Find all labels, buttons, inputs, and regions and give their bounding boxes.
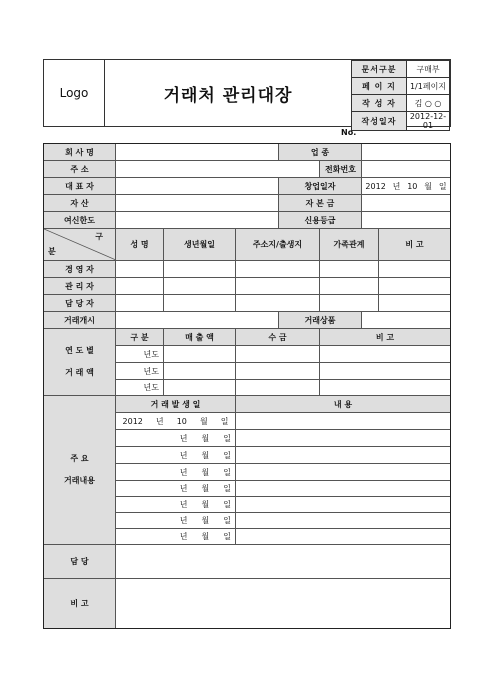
meta-label: 작성일자 [352,112,407,131]
address-field[interactable] [116,161,320,178]
document-number-label: No. [341,128,357,137]
yearly-cell[interactable] [164,380,236,396]
company-name-field[interactable] [116,144,279,161]
people-cell[interactable] [164,261,236,278]
main-date-cell[interactable] [116,464,236,481]
capital-field[interactable] [362,195,450,212]
meta-value[interactable]: 1/1페이지 [407,78,450,95]
yearly-cell[interactable] [164,346,236,363]
people-cell[interactable] [320,261,379,278]
yearly-year-cell[interactable]: 년도 [116,380,164,396]
people-row-manager: 관 리 자 [44,278,116,295]
meta-label: 문서구분 [352,61,407,78]
month-unit: 월 [201,467,210,477]
people-cell[interactable] [236,261,320,278]
yearly-cell[interactable] [236,380,320,396]
yearly-cell[interactable] [320,363,450,380]
credit-limit-field[interactable] [116,212,279,229]
document-meta [351,60,450,130]
date-year: 2012 [122,416,143,426]
people-col-family: 가족관계 [320,229,379,261]
people-cell[interactable] [320,295,379,312]
month-unit: 월 [201,433,210,443]
people-cell[interactable] [379,295,450,312]
year-unit: 년 [179,450,188,460]
month-unit: 월 [201,516,210,525]
people-col-birth: 생년월일 [164,229,236,261]
manager-label: 담 당 [44,545,116,579]
industry-field[interactable] [362,144,450,161]
main-content-cell[interactable] [236,413,450,430]
yearly-cell[interactable] [320,380,450,396]
main-date-cell[interactable] [116,413,236,430]
ceo-label: 대 표 자 [44,178,116,195]
main-date-cell[interactable] [116,481,236,497]
credit-grade-label: 신용등급 [279,212,362,229]
month-unit: 월 [201,500,210,509]
meta-value[interactable]: 구매부 [407,61,450,78]
people-cell[interactable] [164,278,236,295]
capital-label: 자 본 금 [279,195,362,212]
main-section-label [44,396,116,545]
yearly-label-line2: 거 래 액 [65,368,94,377]
day-unit: 일 [223,433,231,443]
year-unit: 년 [179,484,188,493]
remarks-field[interactable] [116,579,450,628]
date-month: 10 [176,416,187,426]
day-unit: 일 [223,484,231,493]
trade-start-label: 거래개시 [44,312,116,329]
trade-start-field[interactable] [116,312,279,329]
yearly-cell[interactable] [236,363,320,380]
manager-field[interactable] [116,545,450,579]
main-date-cell[interactable] [116,513,236,529]
people-cell[interactable] [236,278,320,295]
main-date-cell[interactable] [116,529,236,545]
page-title: 거래처 관리대장 [163,85,293,106]
address-label: 주 소 [44,161,116,178]
phone-field[interactable] [362,161,450,178]
founded-date-field[interactable] [362,178,450,195]
month-unit: 월 [201,450,210,460]
credit-grade-field[interactable] [362,212,450,229]
yearly-year-cell[interactable]: 년도 [116,346,164,363]
logo: Logo [44,60,105,126]
yearly-section-label [44,329,116,396]
yearly-cell[interactable] [320,346,450,363]
people-cell[interactable] [379,261,450,278]
month-unit: 월 [424,181,432,191]
meta-label: 작 성 자 [352,95,407,112]
meta-value[interactable]: 2012-12-01 [407,112,450,131]
main-content-cell[interactable] [236,447,450,464]
document-header [43,59,451,130]
main-content-cell[interactable] [236,497,450,513]
day-unit: 일 [223,532,231,541]
month-unit: 월 [201,532,210,541]
yearly-col-division: 구 분 [116,329,164,346]
founded-label: 창업일자 [279,178,362,195]
year-unit: 년 [179,516,188,525]
main-col-content: 내 용 [236,396,450,413]
month-unit: 월 [201,484,210,493]
corner-bottom-label: 분 [48,247,56,256]
main-date-cell[interactable] [116,447,236,464]
company-name-label: 회 사 명 [44,144,116,161]
main-label-line2: 거래내용 [64,476,95,485]
meta-label: 페 이 지 [352,78,407,95]
main-content-cell[interactable] [236,481,450,497]
day-unit: 일 [220,416,229,426]
ceo-field[interactable] [116,178,279,195]
month-unit: 월 [199,416,208,426]
people-col-address: 주소지/출생지 [236,229,320,261]
people-row-ceo: 경 영 자 [44,261,116,278]
founded-month: 10 [407,181,418,191]
corner-top-label: 구 [95,232,103,241]
yearly-label-line1: 연 도 별 [65,346,94,355]
yearly-cell[interactable] [236,346,320,363]
trade-product-label: 거래상품 [279,312,362,329]
year-unit: 년 [155,416,164,426]
main-content-cell[interactable] [236,529,450,545]
remarks-label: 비 고 [44,579,116,628]
day-unit: 일 [223,516,231,525]
year-unit: 년 [179,532,188,541]
main-label-line1: 주 요 [70,454,89,463]
people-cell[interactable] [116,295,164,312]
main-col-date: 거 래 발 생 일 [116,396,236,413]
phone-label: 전화번호 [320,161,362,178]
yearly-col-remarks: 비 고 [320,329,450,346]
people-cell[interactable] [320,278,379,295]
credit-limit-label: 여신한도 [44,212,116,229]
industry-label: 업 종 [279,144,362,161]
day-unit: 일 [223,500,231,509]
day-unit: 일 [223,450,231,460]
year-unit: 년 [179,500,188,509]
people-col-remarks: 비 고 [379,229,450,261]
year-unit: 년 [392,181,401,191]
people-cell[interactable] [116,261,164,278]
main-date-cell[interactable] [116,430,236,447]
ledger-grid [43,143,451,629]
yearly-col-collection: 수 금 [236,329,320,346]
people-col-name: 성 명 [116,229,164,261]
assets-label: 자 산 [44,195,116,212]
trade-product-field[interactable] [362,312,450,329]
main-content-cell[interactable] [236,513,450,529]
people-corner-cell [44,229,116,261]
yearly-col-sales: 매 출 액 [164,329,236,346]
founded-year: 2012 [365,181,386,191]
year-unit: 년 [179,467,188,477]
people-row-contact: 담 당 자 [44,295,116,312]
meta-value[interactable]: 김 ○ ○ [407,95,450,112]
people-cell[interactable] [164,295,236,312]
day-unit: 일 [438,181,447,191]
people-cell[interactable] [379,278,450,295]
yearly-year-cell[interactable]: 년도 [116,363,164,380]
main-date-cell[interactable] [116,497,236,513]
main-content-cell[interactable] [236,464,450,481]
year-unit: 년 [179,433,188,443]
main-content-cell[interactable] [236,430,450,447]
yearly-cell[interactable] [164,363,236,380]
day-unit: 일 [223,467,231,477]
people-cell[interactable] [116,278,164,295]
people-cell[interactable] [236,295,320,312]
assets-field[interactable] [116,195,279,212]
